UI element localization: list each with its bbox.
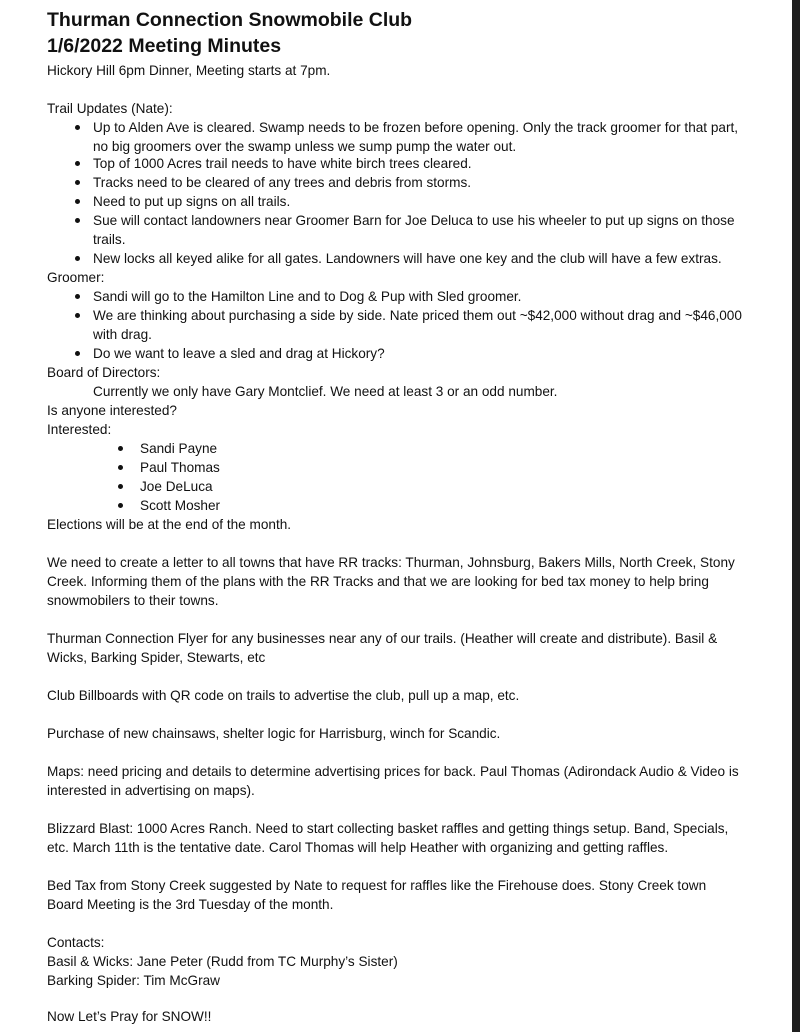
bullet — [118, 484, 123, 489]
document-title: Thurman Connection Snowmobile Club — [47, 9, 413, 31]
bullet — [118, 446, 123, 451]
bullet — [75, 161, 80, 166]
rr-letter-paragraph-line-3: snowmobilers to their towns. — [47, 593, 219, 608]
flyer-paragraph-line-1: Thurman Connection Flyer for any businesses near any of our trails. (Heather will create and distribute). Basil & — [47, 631, 718, 646]
document-subtitle: 1/6/2022 Meeting Minutes — [47, 35, 282, 57]
interested-name: Sandi Payne — [140, 441, 218, 456]
trail-item-2: Top of 1000 Acres trail needs to have white birch trees cleared. — [93, 156, 472, 171]
bed-tax-paragraph-line-2: Board Meeting is the 3rd Tuesday of the month. — [47, 897, 334, 912]
bullet — [75, 313, 80, 318]
board-heading: Board of Directors: — [47, 365, 161, 380]
purchase-paragraph: Purchase of new chainsaws, shelter logic for Harrisburg, winch for Scandic. — [47, 726, 501, 741]
trail-item-4: Need to put up signs on all trails. — [93, 194, 291, 209]
groomer-item-1: Sandi will go to the Hamilton Line and to Dog & Pup with Sled groomer. — [93, 289, 522, 304]
rr-letter-paragraph-line-2: Creek. Informing them of the plans with the RR Tracks and that we are looking for bed tax money to help bring — [47, 574, 709, 589]
interested-name: Joe DeLuca — [140, 479, 213, 494]
trail-item-5-line-2: trails. — [93, 232, 126, 247]
interested-label: Interested: — [47, 422, 112, 437]
trail-item-1-line-2: no big groomers over the swamp unless we sump pump the water out. — [93, 139, 517, 154]
meeting-intro: Hickory Hill 6pm Dinner, Meeting starts at 7pm. — [47, 63, 331, 78]
board-text: Currently we only have Gary Montclief. We need at least 3 or an odd number. — [93, 384, 558, 399]
flyer-paragraph-line-2: Wicks, Barking Spider, Stewarts, etc — [47, 650, 266, 665]
groomer-heading: Groomer: — [47, 270, 105, 285]
interested-name: Paul Thomas — [140, 460, 220, 475]
contacts-heading: Contacts: — [47, 935, 105, 950]
groomer-item-3: Do we want to leave a sled and drag at Hickory? — [93, 346, 385, 361]
bullet — [75, 256, 80, 261]
trail-item-6: New locks all keyed alike for all gates. Landowners will have one key and the club will have a few extras. — [93, 251, 722, 266]
maps-paragraph-line-1: Maps: need pricing and details to determine advertising prices for back. Paul Thomas (Adirondack Audio & Video is — [47, 764, 739, 779]
elections-note: Elections will be at the end of the month. — [47, 517, 292, 532]
bullet — [118, 503, 123, 508]
page-edge-shadow — [792, 0, 800, 1032]
bullet — [75, 199, 80, 204]
bullet — [75, 125, 80, 130]
contact-line: Basil & Wicks: Jane Peter (Rudd from TC Murphy’s Sister) — [47, 954, 398, 969]
bullet — [75, 218, 80, 223]
bullet — [118, 465, 123, 470]
trail-item-1-line-1: Up to Alden Ave is cleared. Swamp needs to be frozen before opening. Only the track groomer for that part, — [93, 120, 739, 135]
maps-paragraph-line-2: interested in advertising on maps). — [47, 783, 255, 798]
trail-item-5-line-1: Sue will contact landowners near Groomer Barn for Joe Deluca to use his wheeler to put up signs on those — [93, 213, 735, 228]
board-question: Is anyone interested? — [47, 403, 177, 418]
rr-letter-paragraph-line-1: We need to create a letter to all towns that have RR tracks: Thurman, Johnsburg, Bakers Mills, North Creek, Stony — [47, 555, 735, 570]
blizzard-paragraph-line-1: Blizzard Blast: 1000 Acres Ranch. Need to start collecting basket raffles and getting things setup. Band, Specials, — [47, 821, 729, 836]
groomer-item-2-line-1: We are thinking about purchasing a side by side. Nate priced them out ~$42,000 without drag and ~$46,000 — [93, 308, 742, 323]
bullet — [75, 351, 80, 356]
trail-updates-heading: Trail Updates (Nate): — [47, 101, 173, 116]
contact-line: Barking Spider: Tim McGraw — [47, 973, 220, 988]
bed-tax-paragraph-line-1: Bed Tax from Stony Creek suggested by Nate to request for raffles like the Firehouse does. Stony Creek town — [47, 878, 707, 893]
groomer-item-2-line-2: with drag. — [93, 327, 152, 342]
bullet — [75, 294, 80, 299]
interested-name: Scott Mosher — [140, 498, 221, 513]
closing-line: Now Let’s Pray for SNOW!! — [47, 1009, 212, 1024]
blizzard-paragraph-line-2: etc. March 11th is the tentative date. Carol Thomas will help Heather with organizing and getting raffles. — [47, 840, 669, 855]
bullet — [75, 180, 80, 185]
billboards-paragraph: Club Billboards with QR code on trails to advertise the club, pull up a map, etc. — [47, 688, 520, 703]
trail-item-3: Tracks need to be cleared of any trees and debris from storms. — [93, 175, 472, 190]
